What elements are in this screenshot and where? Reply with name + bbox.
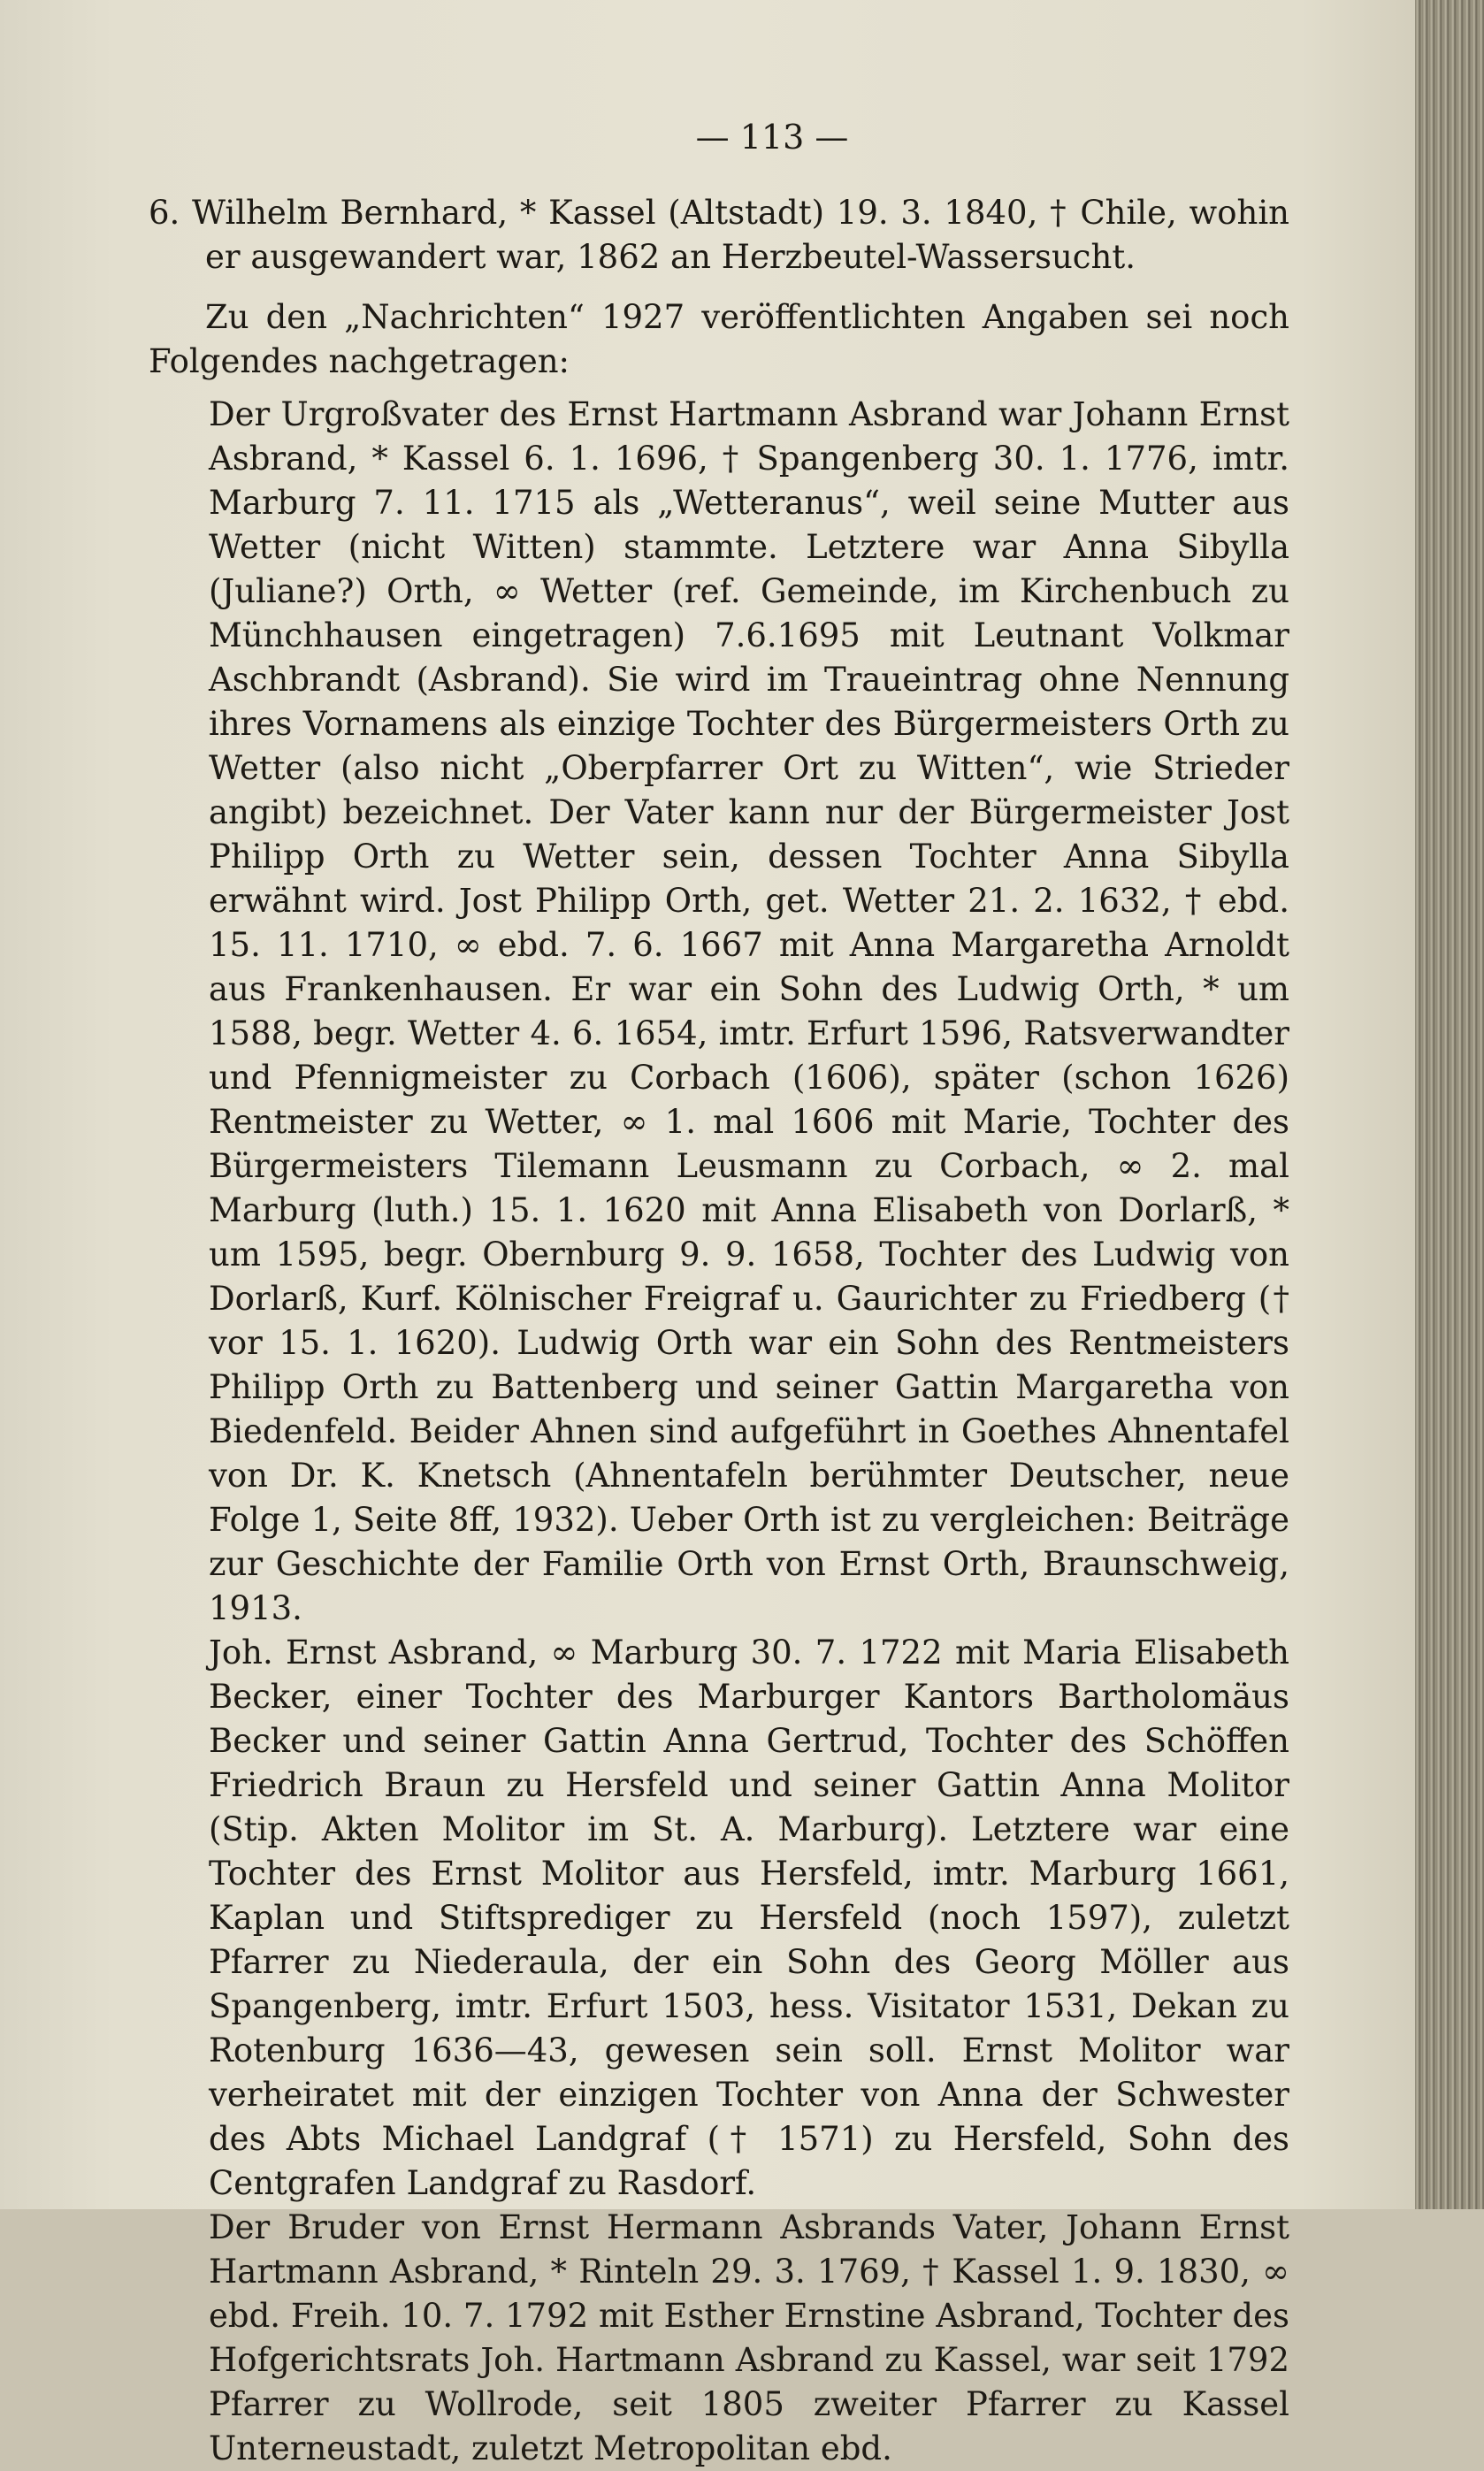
text-block bbox=[149, 115, 1289, 2471]
list-item-6: 6. Wilhelm Bernhard, * Kassel (Altstadt) 19. 3. 1840, † Chile, wohin er ausgewandert war, 1862 an Herzbeutel-Wassersucht. bbox=[149, 194, 1289, 276]
paragraph-bruder: Der Bruder von Ernst Hermann Asbrands Vater, Johann Ernst Hartmann Asbrand, * Rinteln 29. 3. 1769, † Kassel 1. 9. 1830, ∞ ebd. Freih. 10. 7. 1792 mit Esther Ernstine Asbrand, Tochter des Hofgerichtsrats Joh. Hartmann Asbrand zu Kassel, war seit 1792 Pfarrer zu Wollrode, seit 1805 zweiter Pfarrer zu Kassel Unterneustadt, zuletzt Metropolitan ebd. bbox=[209, 2208, 1289, 2467]
paragraph-urgrossvater: Der Urgroßvater des Ernst Hartmann Asbrand war Johann Ernst Asbrand, * Kassel 6. 1. 1696, † Spangenberg 30. 1. 1776, imtr. Marburg 7. 11. 1715 als „Wetteranus“, weil seine Mutter aus Wetter (nicht Witten) stammte. Letztere war Anna Sibylla (Juliane?) Orth, ∞ Wetter (ref. Gemeinde, im Kirchenbuch zu Münchhausen eingetragen) 7.6.1695 mit Leutnant Volkmar Aschbrandt (Asbrand). Sie wird im Traueintrag ohne Nennung ihres Vornamens als einzige Tochter des Bürgermeisters Orth zu Wetter (also nicht „Oberpfarrer Ort zu Witten“, wie Strieder angibt) bezeichnet. Der Vater kann nur der Bürgermeister Jost Philipp Orth zu Wetter sein, dessen Tochter Anna Sibylla erwähnt wird. Jost Philipp Orth, get. Wetter 21. 2. 1632, † ebd. 15. 11. 1710, ∞ ebd. 7. 6. 1667 mit Anna Margaretha Arnoldt aus Frankenhausen. Er war ein Sohn des Ludwig Orth, * um 1588, begr. Wetter 4. 6. 1654, imtr. Erfurt 1596, Ratsverwandter und Pfennigmeister zu Corbach (1606), später (schon 1626) Rentmeister zu Wetter, ∞ 1. mal 1606 mit Marie, Tochter des Bürgermeisters Tilemann Leusmann zu Corbach, ∞ 2. mal Marburg (luth.) 15. 1. 1620 mit Anna Elisabeth von Dorlarß, * um 1595, begr. Obernburg 9. 9. 1658, Tochter des Ludwig von Dorlarß, Kurf. Kölnischer Freigraf u. Gaurichter zu Friedberg († vor 15. 1. 1620). Ludwig Orth war ein Sohn des Rentmeisters Philipp Orth zu Battenberg und seiner Gattin Margaretha von Biedenfeld. Beider Ahnen sind aufgeführt in Goethes Ahnentafel von Dr. K. Knetsch (Ahnentafeln berühmter Deutscher, neue Folge 1, Seite 8ff, 1932). Ueber Orth ist zu vergleichen: Beiträge zur Geschichte der Familie Orth von Ernst Orth, Braunschweig, 1913. bbox=[209, 395, 1289, 1627]
book-page-edge bbox=[1415, 0, 1484, 2209]
page-number: — 113 — bbox=[695, 118, 849, 157]
intro-paragraph: Zu den „Nachrichten“ 1927 veröffentlichten Angaben sei noch Folgendes nachgetragen: bbox=[149, 298, 1289, 380]
paragraph-joh-ernst: Joh. Ernst Asbrand, ∞ Marburg 30. 7. 1722 mit Maria Elisabeth Becker, einer Tochter des Marburger Kantors Bartholomäus Becker und seiner Gattin Anna Gertrud, Tochter des Schöffen Friedrich Braun zu Hersfeld und seiner Gattin Anna Molitor (Stip. Akten Molitor im St. A. Marburg). Letztere war eine Tochter des Ernst Molitor aus Hersfeld, imtr. Marburg 1661, Kaplan und Stiftsprediger zu Hersfeld (noch 1597), zuletzt Pfarrer zu Niederaula, der ein Sohn des Georg Möller aus Spangenberg, imtr. Erfurt 1503, hess. Visitator 1531, Dekan zu Rotenburg 1636—43, gewesen sein soll. Ernst Molitor war verheiratet mit der einzigen Tochter von Anna der Schwester des Abts Michael Landgraf († 1571) zu Hersfeld, Sohn des Centgrafen Landgraf zu Rasdorf. bbox=[209, 1633, 1289, 2202]
